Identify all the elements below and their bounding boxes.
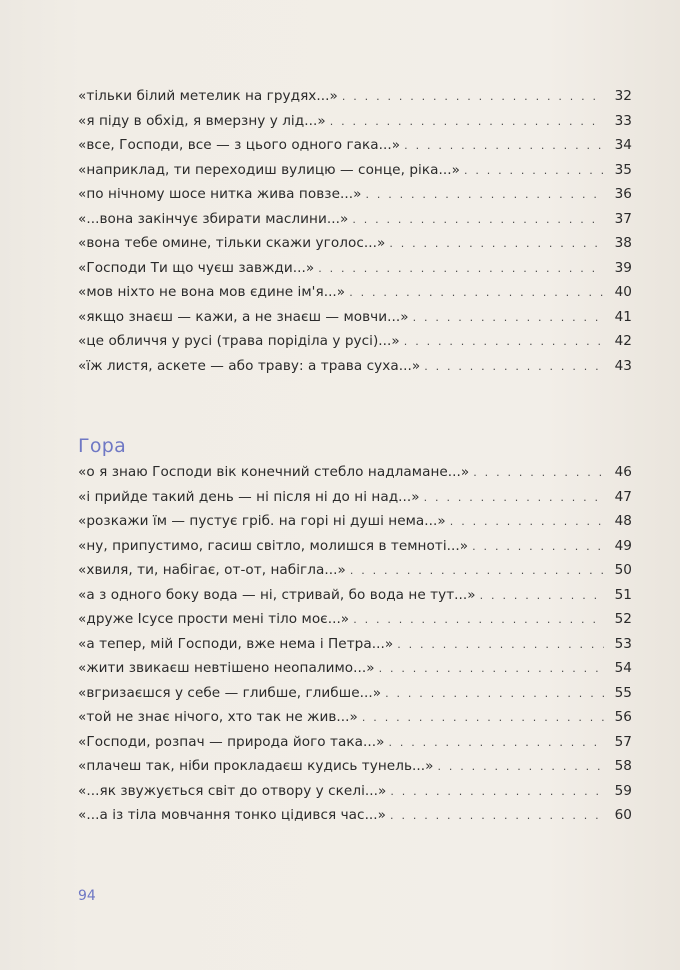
toc-entry-title: «о я знаю Господи вік конечний стебло надламане...» bbox=[78, 464, 470, 480]
toc-section-gora bbox=[78, 432, 632, 832]
toc-entry-title: «...а із тіла мовчання тонко цідився час...» bbox=[78, 807, 387, 823]
toc-entry bbox=[78, 783, 632, 808]
dot-leader bbox=[342, 90, 604, 103]
toc-entry bbox=[78, 685, 632, 710]
toc-entry bbox=[78, 489, 632, 514]
toc-entry-title: «наприклад, ти переходиш вулицю — сонце, ріка...» bbox=[78, 161, 460, 178]
toc-entry-page: 35 bbox=[614, 161, 632, 178]
toc-entry bbox=[78, 660, 632, 685]
dot-leader bbox=[390, 809, 604, 822]
toc-section-untitled bbox=[78, 88, 632, 382]
toc-entry bbox=[78, 260, 632, 285]
toc-entry bbox=[78, 611, 632, 636]
toc-entry-title: «плачеш так, ніби прокладаєш кудись тунель...» bbox=[78, 758, 434, 774]
toc-entry-title: «тільки білий метелик на грудях...» bbox=[78, 88, 338, 104]
dot-leader bbox=[480, 589, 604, 602]
toc-entry-title: «друже Ісусе прости мені тіло моє...» bbox=[78, 611, 350, 627]
dot-leader bbox=[349, 286, 604, 299]
toc-entry-title: «хвиля, ти, набігає, от-от, набігла...» bbox=[78, 562, 346, 578]
dot-leader bbox=[318, 262, 604, 275]
dot-leader bbox=[464, 164, 604, 177]
toc-entry-title: «Господи, розпач — природа його така...» bbox=[78, 733, 385, 750]
toc-entry-page: 34 bbox=[614, 137, 632, 153]
toc-entry bbox=[78, 309, 632, 334]
dot-leader bbox=[350, 564, 604, 577]
dot-leader bbox=[385, 687, 604, 700]
toc-entry-page: 55 bbox=[614, 684, 632, 701]
toc-entry-page: 58 bbox=[614, 758, 632, 774]
toc-entry-page: 50 bbox=[614, 562, 632, 578]
toc-entry-title: «ну, припустимо, гасиш світло, молишся в темноті...» bbox=[78, 537, 469, 554]
toc-entry bbox=[78, 538, 632, 563]
toc-entry bbox=[78, 587, 632, 612]
toc-entry-title: «все, Господи, все — з цього одного гака...» bbox=[78, 137, 401, 153]
dot-leader bbox=[404, 335, 604, 348]
toc-entry-title: «я піду в обхід, я вмерзну у лід...» bbox=[78, 112, 326, 129]
toc-entry-page: 37 bbox=[614, 210, 632, 227]
toc-entry bbox=[78, 636, 632, 661]
toc-entry bbox=[78, 211, 632, 236]
toc-entry bbox=[78, 88, 632, 113]
toc-entry bbox=[78, 113, 632, 138]
dot-leader bbox=[397, 638, 604, 651]
toc-entry-page: 53 bbox=[614, 635, 632, 652]
dot-leader bbox=[353, 613, 604, 626]
toc-entry-page: 42 bbox=[614, 333, 632, 349]
toc-entry bbox=[78, 709, 632, 734]
toc-entry-page: 38 bbox=[614, 235, 632, 251]
toc-entry-title: «якщо знаєш — кажи, а не знаєш — мовчи...» bbox=[78, 308, 409, 325]
toc-entry-page: 57 bbox=[614, 733, 632, 750]
dot-leader bbox=[424, 360, 604, 373]
toc-entry-page: 56 bbox=[614, 709, 632, 725]
dot-leader bbox=[389, 736, 605, 749]
toc-entry-title: «...вона закінчує збирати маслини...» bbox=[78, 210, 349, 227]
toc-entry bbox=[78, 807, 632, 832]
toc-entry-title: «вона тебе омине, тільки скажи уголос...» bbox=[78, 235, 386, 251]
dot-leader bbox=[365, 188, 604, 201]
toc-entry-page: 43 bbox=[614, 357, 632, 374]
section-heading: Гора bbox=[78, 435, 127, 457]
toc-entry-page: 41 bbox=[614, 308, 632, 325]
toc-entry-title: «мов ніхто не вона мов єдине ім'я...» bbox=[78, 284, 346, 300]
dot-leader bbox=[473, 466, 604, 479]
toc-entry-page: 60 bbox=[614, 807, 632, 823]
toc-entry bbox=[78, 235, 632, 260]
toc-entry-title: «по нічному шосе нитка жива повзе...» bbox=[78, 186, 362, 202]
toc-entry bbox=[78, 333, 632, 358]
toc-entry-title: «це обличчя у русі (трава поріділа у русі)...» bbox=[78, 333, 400, 349]
toc-entry-title: «Господи Ти що чуєш завжди...» bbox=[78, 259, 315, 276]
dot-leader bbox=[390, 785, 604, 798]
toc-entry-page: 32 bbox=[614, 88, 632, 104]
toc-entry-page: 46 bbox=[614, 464, 632, 480]
toc-entry bbox=[78, 464, 632, 489]
toc-entry bbox=[78, 186, 632, 211]
toc-entry-title: «а тепер, мій Господи, вже нема і Петра...» bbox=[78, 635, 394, 652]
toc-entry bbox=[78, 162, 632, 187]
toc-entry-page: 36 bbox=[614, 186, 632, 202]
toc-entry bbox=[78, 137, 632, 162]
dot-leader bbox=[404, 139, 604, 152]
toc-entry bbox=[78, 358, 632, 383]
toc-entry-title: «а з одного боку вода — ні, стривай, бо вода не тут...» bbox=[78, 586, 476, 603]
toc-entry-page: 39 bbox=[614, 259, 632, 276]
dot-leader bbox=[389, 237, 604, 250]
toc-entry-page: 49 bbox=[614, 537, 632, 554]
toc-entry bbox=[78, 284, 632, 309]
toc-entry-page: 33 bbox=[614, 112, 632, 129]
toc-entry-page: 40 bbox=[614, 284, 632, 300]
dot-leader bbox=[472, 540, 604, 553]
toc-entry-title: «вгризаєшся у себе — глибше, глибше...» bbox=[78, 684, 382, 701]
toc-entry-title: «і прийде такий день — ні після ні до ні над...» bbox=[78, 488, 420, 505]
page-number: 94 bbox=[78, 888, 96, 904]
toc-entry-page: 48 bbox=[614, 513, 632, 529]
toc-entry-page: 51 bbox=[614, 586, 632, 603]
toc-entry-title: «їж листя, аскете — або траву: а трава суха...» bbox=[78, 357, 421, 374]
toc-entry-title: «розкажи їм — пустує гріб. на горі ні душі нема...» bbox=[78, 513, 446, 529]
dot-leader bbox=[362, 711, 604, 724]
dot-leader bbox=[424, 491, 604, 504]
dot-leader bbox=[379, 662, 604, 675]
dot-leader bbox=[352, 213, 604, 226]
dot-leader bbox=[438, 760, 605, 773]
dot-leader bbox=[413, 311, 604, 324]
dot-leader bbox=[450, 515, 604, 528]
toc-entry bbox=[78, 562, 632, 587]
toc-entry-page: 59 bbox=[614, 782, 632, 799]
dot-leader bbox=[330, 115, 604, 128]
toc-entry-page: 54 bbox=[614, 660, 632, 676]
toc-entry-page: 52 bbox=[614, 611, 632, 627]
toc-entry-title: «той не знає нічого, хто так не жив...» bbox=[78, 709, 358, 725]
toc-entry-title: «...як звужується світ до отвору у скелі...» bbox=[78, 782, 387, 799]
toc-entry-title: «жити звикаєш невтішено неопалимо...» bbox=[78, 660, 375, 676]
toc-entry bbox=[78, 758, 632, 783]
toc-entry bbox=[78, 513, 632, 538]
toc-entry-page: 47 bbox=[614, 488, 632, 505]
toc-entry bbox=[78, 734, 632, 759]
